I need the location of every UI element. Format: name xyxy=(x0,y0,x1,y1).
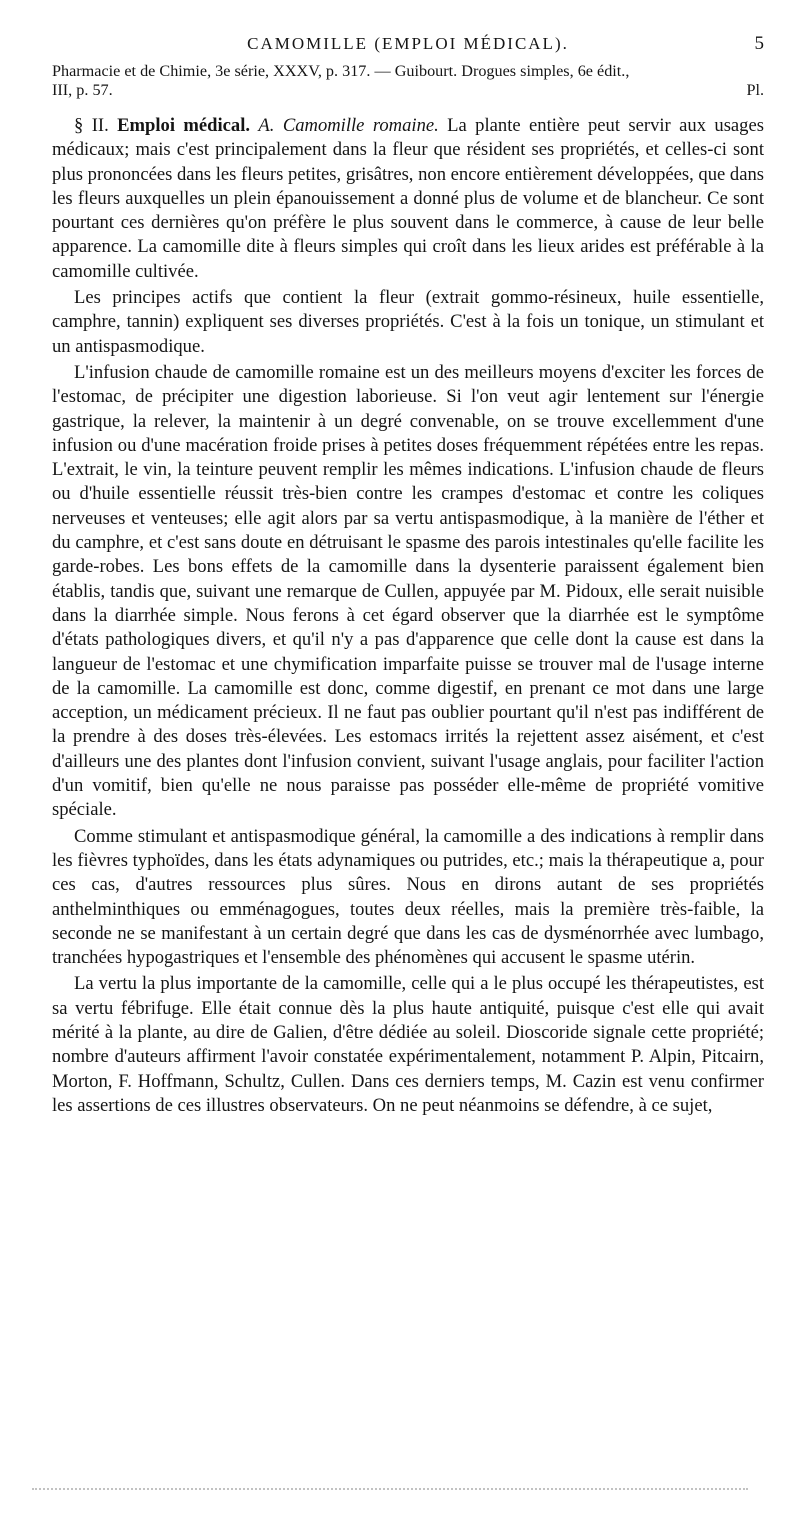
references xyxy=(52,62,764,100)
paragraph-1-text: La plante entière peut servir aux usages médicaux; mais c'est principalement dans la fleur que résident ses propriétés, et celles-ci sont plus prononcées dans les fleurs petites, grisâtres, non encore entièrement développées, que dans les fleurs auxquelles un plein épanouissement a donné plus de volume et de blancheur. Ce sont pourtant ces dernières qu'on préfère le plus souvent dans le commerce, à cause de leur belle apparence. La camomille dite à fleurs simples qui croît dans les lieux arides est préférable à la camomille cultivée. xyxy=(52,115,765,282)
body-text xyxy=(52,114,764,1118)
reference-line-2 xyxy=(52,81,764,100)
paragraph-1 xyxy=(52,114,764,284)
reference-line-2-left: III, p. 57. xyxy=(52,81,113,99)
page xyxy=(52,30,764,1120)
paragraph-2: Les principes actifs que contient la fleur (extrait gommo-résineux, huile essentielle, camphre, tannin) expliquent ses diverses propriétés. C'est à la fois un tonique, un stimulant et un antispasmodique. xyxy=(52,287,764,357)
page-number: 5 xyxy=(754,33,764,54)
running-head xyxy=(52,30,764,58)
section-heading: Emploi médical. xyxy=(117,115,251,136)
running-title: CAMOMILLE (EMPLOI MÉDICAL). xyxy=(247,34,569,53)
reference-line-2-right: Pl. xyxy=(746,81,764,99)
reference-line-1: Pharmacie et de Chimie, 3e série, XXXV, p. 317. — Guibourt. Drogues simples, 6e édit., xyxy=(52,62,630,80)
paragraph-3: L'infusion chaude de camomille romaine est un des meilleurs moyens d'exciter les forces de l'estomac, de précipiter une digestion laborieuse. Si l'on veut agir lentement sur l'énergie gastrique, la relever, la maintenir à un degré convenable, on se trouve excellemment d'une infusion ou d'une macération froide prises à petites doses fréquemment répétées entre les repas. L'extrait, le vin, la teinture peuvent remplir les mêmes indications. L'infusion chaude de fleurs ou d'huile essentielle réussit très-bien contre les crampes d'estomac et contre les coliques nerveuses et venteuses; elle agit alors par sa vertu antispasmodique, à la manière de l'éther et du camphre, et c'est sans doute en détruisant le spasme des parois intestinales qu'elle facilite les garde-robes. Les bons effets de la camomille dans la dysenterie paraissent également bien établis, tandis que, suivant une remarque de Cullen, appuyée par M. Pidoux, elle serait nuisible dans la diarrhée simple. Nous ferons à cet égard observer que la diarrhée est le symptôme d'états pathologiques divers, et qu'il n'y a pas d'apparence que celle dont la cause est dans la langueur de l'estomac et une chymification imparfaite puisse se trouver mal de l'usage interne de la camomille. La camomille est donc, comme digestif, en prenant ce mot dans une large acception, un médicament précieux. Il ne faut pas oublier pourtant qu'il n'est pas indifférent de la prendre à des doses très-élevées. Les estomacs irrités la rejettent assez aisément, et c'est d'ailleurs une des plantes dont l'infusion convient, suivant l'usage anglais, pour faciliter l'action d'un vomitif, bien qu'elle ne nous paraisse pas posséder elle-même de propriété vomitive spéciale. xyxy=(52,361,764,821)
paragraph-4: Comme stimulant et antispasmodique général, la camomille a des indications à remplir dans les fièvres typhoïdes, dans les états adynamiques ou putrides, etc.; mais la thérapeutique a, pour ces cas, d'autres ressources plus sûres. Nous en dirons autant de ses propriétés anthelminthiques ou emménagogues, toutes deux réelles, mais la première très-faible, la seconde ne se manifestant à un certain degré que dans les cas de dysménorrhée avec lumbago, tranchées hypogastriques et l'ensemble des phénomènes qui accusent le spasme utérin. xyxy=(52,825,764,969)
paragraph-5: La vertu la plus importante de la camomille, celle qui a le plus occupé les thérapeutistes, est sa vertu fébrifuge. Elle était connue dès la plus haute antiquité, puisque c'est elle qui avait mérité à la plante, au dire de Galien, d'être dédiée au soleil. Dioscoride signale cette propriété; nombre d'auteurs affirment l'avoir constatée expérimentalement, notamment P. Alpin, Pitcairn, Morton, F. Hoffmann, Schultz, Cullen. Dans ces derniers temps, M. Cazin est venu confirmer les assertions de ces illustres observateurs. On ne peut néanmoins se défendre, à ce sujet, xyxy=(52,973,764,1116)
section-subheading: A. Camomille romaine. xyxy=(258,115,439,136)
section-marker: § II. xyxy=(74,115,109,136)
bottom-bleed-through-rule xyxy=(32,1488,748,1490)
